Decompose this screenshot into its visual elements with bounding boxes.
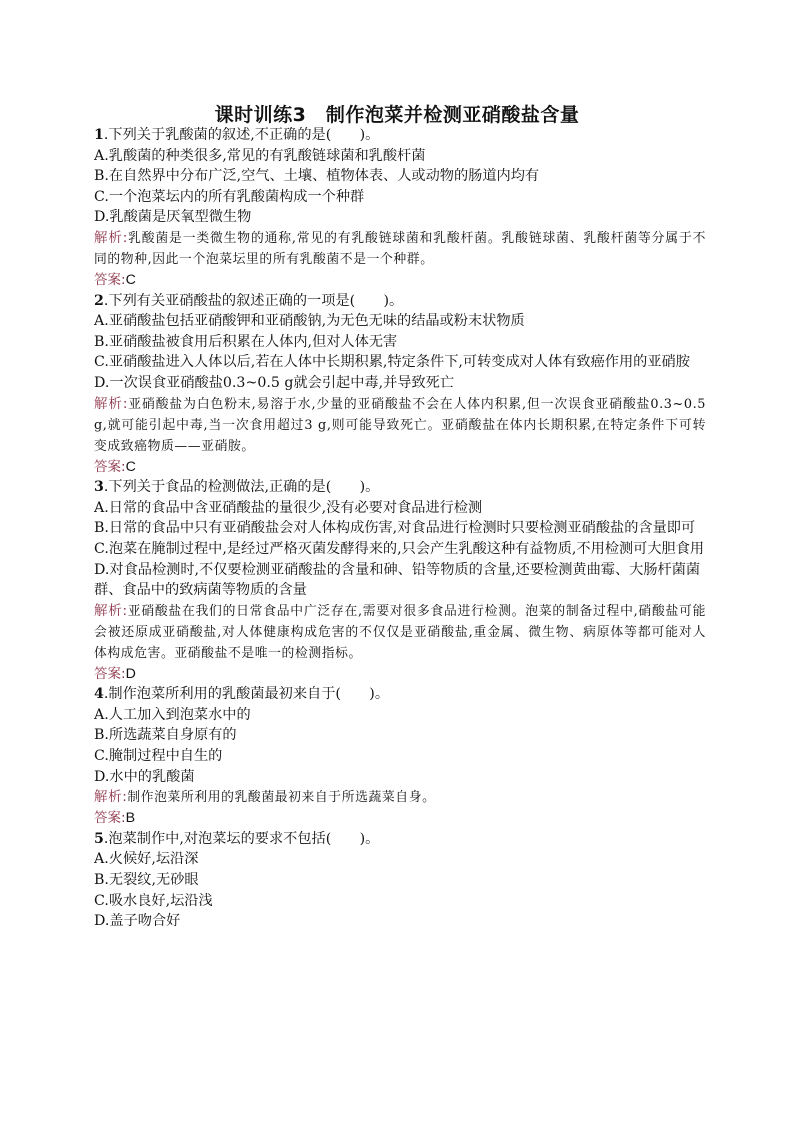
- question-stem: [94, 829, 706, 850]
- question-2: [94, 291, 706, 478]
- question-number: 4: [94, 686, 104, 703]
- option-b: B.亚硝酸盐被食用后积累在人体内,但对人体无害: [94, 333, 398, 350]
- explanation-text: 乳酸菌是一类微生物的通称,常见的有乳酸链球菌和乳酸杆菌。乳酸链球菌、乳酸杆菌等分属于不同的物种,因此一个泡菜坛里的所有乳酸菌不是一个种群。: [94, 230, 706, 267]
- explanation: [94, 787, 706, 808]
- answer-label: 答案:: [94, 458, 126, 475]
- question-3: [94, 477, 706, 684]
- question-4: [94, 684, 706, 829]
- explanation-label: 解析:: [94, 395, 128, 412]
- answer-label: 答案:: [94, 665, 126, 682]
- question-text: .下列关于食品的检测做法,正确的是( )。: [103, 479, 380, 496]
- answer-value: C: [125, 271, 136, 288]
- option-d: D.盖子吻合好: [94, 913, 181, 930]
- explanation-text: 制作泡菜所利用的乳酸菌最初来自于所选蔬菜自身。: [127, 790, 436, 806]
- option-c: C.泡菜在腌制过程中,是经过严格灭菌发酵得来的,只会产生乳酸这种有益物质,不用检测可大胆食用: [94, 540, 705, 557]
- answer: [94, 664, 706, 685]
- option-a: A.乳酸菌的种类很多,常见的有乳酸链球菌和乳酸杆菌: [94, 147, 426, 164]
- question-text: .泡菜制作中,对泡菜坛的要求不包括( )。: [103, 830, 380, 847]
- answer-value: C: [125, 458, 136, 475]
- option-a: A.人工加入到泡菜水中的: [94, 706, 251, 723]
- explanation: [94, 228, 706, 270]
- question-number: 3: [94, 479, 104, 496]
- explanation-label: 解析:: [94, 789, 128, 806]
- answer-label: 答案:: [94, 271, 126, 288]
- question-text: .制作泡菜所利用的乳酸菌最初来自于( )。: [103, 686, 390, 703]
- question-stem: [94, 477, 706, 498]
- answer-value: B: [125, 810, 136, 827]
- question-stem: [94, 684, 706, 705]
- question-stem: [94, 291, 706, 312]
- question-number: 5: [94, 830, 104, 847]
- option-c: C.亚硝酸盐进入人体以后,若在人体中长期积累,特定条件下,可转变成对人体有致癌作用的亚硝胺: [94, 354, 690, 371]
- option-b: B.在自然界中分布广泛,空气、土壤、植物体表、人或动物的肠道内均有: [94, 168, 540, 185]
- option-d: D.对食品检测时,不仅要检测亚硝酸盐的含量和砷、铅等物质的含量,还要检测黄曲霉、大肠杆菌菌群、食品中的致病菌等物质的含量: [94, 561, 701, 599]
- question-1: [94, 125, 706, 291]
- question-stem: [94, 125, 706, 146]
- answer-label: 答案:: [94, 810, 126, 827]
- option-d: D.水中的乳酸菌: [94, 768, 195, 785]
- explanation: [94, 601, 706, 664]
- answer: [94, 808, 706, 829]
- answer: [94, 457, 706, 478]
- option-a: A.亚硝酸盐包括亚硝酸钾和亚硝酸钠,为无色无味的结晶或粉末状物质: [94, 313, 525, 330]
- explanation: [94, 394, 706, 457]
- option-b: B.日常的食品中只有亚硝酸盐会对人体构成伤害,对食品进行检测时只要检测亚硝酸盐的含量即可: [94, 520, 696, 537]
- option-a: A.火候好,坛沿深: [94, 851, 199, 868]
- answer: [94, 270, 706, 291]
- option-a: A.日常的食品中含亚硝酸盐的量很少,没有必要对食品进行检测: [94, 499, 483, 516]
- option-b: B.所选蔬菜自身原有的: [94, 727, 237, 744]
- question-number: 2: [94, 292, 104, 309]
- question-list: [94, 125, 706, 932]
- option-c: C.吸水良好,坛沿浅: [94, 892, 213, 909]
- question-text: .下列关于乳酸菌的叙述,不正确的是( )。: [103, 127, 380, 143]
- page-title: 课时训练3 制作泡菜并检测亚硝酸盐含量: [214, 104, 580, 126]
- question-5: [94, 829, 706, 932]
- option-b: B.无裂纹,无砂眼: [94, 872, 199, 889]
- answer-value: D: [125, 665, 136, 682]
- question-text: .下列有关亚硝酸盐的叙述正确的一项是( )。: [103, 292, 404, 309]
- option-c: C.一个泡菜坛内的所有乳酸菌构成一个种群: [94, 188, 365, 205]
- explanation-label: 解析:: [94, 229, 128, 246]
- explanation-text: 亚硝酸盐为白色粉末,易溶于水,少量的亚硝酸盐不会在人体内积累,但一次误食亚硝酸盐0.3~0.5 g,就可能引起中毒,当一次食用超过3 g,则可能导致死亡。亚硝酸盐在体内长期积累,在特定条件下可转变成致癌物质——亚硝胺。: [94, 396, 706, 454]
- explanation-text: 亚硝酸盐在我们的日常食品中广泛存在,需要对很多食品进行检测。泡菜的制备过程中,硝酸盐可能会被还原成亚硝酸盐,对人体健康构成危害的不仅仅是亚硝酸盐,重金属、微生物、病原体等都可能对人体构成危害。亚硝酸盐不是唯一的检测指标。: [94, 603, 706, 661]
- explanation-label: 解析:: [94, 602, 128, 619]
- option-c: C.腌制过程中自生的: [94, 748, 223, 765]
- option-d: D.乳酸菌是厌氧型微生物: [94, 209, 252, 226]
- question-number: 1: [94, 127, 104, 143]
- option-d: D.一次误食亚硝酸盐0.3~0.5 g就会引起中毒,并导致死亡: [94, 374, 455, 391]
